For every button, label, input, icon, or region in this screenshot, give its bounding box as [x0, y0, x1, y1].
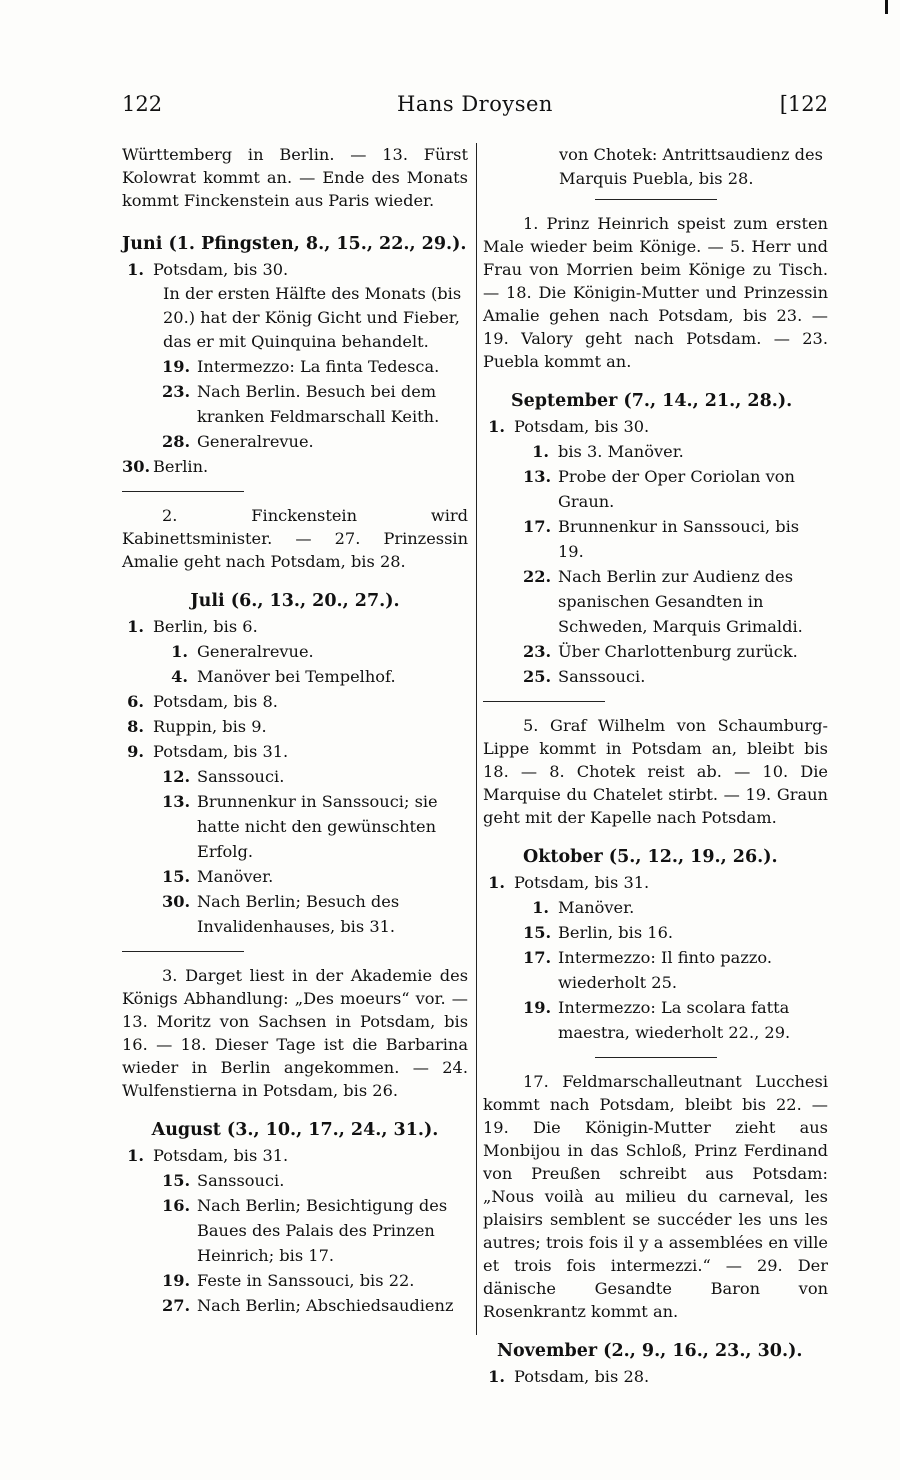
entry: 19. Feste in Sanssouci, bis 22.	[162, 1271, 415, 1290]
entry: 19. Intermezzo: La finta Tedesca.	[162, 357, 440, 376]
page-header	[122, 92, 828, 126]
entry: 1. Potsdam, bis 30.	[488, 417, 650, 436]
entry: 6. Potsdam, bis 8.	[127, 692, 278, 711]
entry: 9. Potsdam, bis 31.	[127, 742, 289, 761]
entry: 1. Potsdam, bis 31.	[127, 1146, 289, 1165]
page-edge-mark	[885, 0, 888, 14]
entry: 4. Manöver bei Tempelhof.	[171, 667, 396, 686]
entry: 13. Probe der Oper Coriolan von Graun.	[523, 467, 795, 511]
entry-note: In der ersten Hälfte des Monats (bis 20.) hat der König Gicht und Fieber, das er mit Quinquina behandelt.	[163, 284, 462, 351]
entry: 12. Sanssouci.	[162, 767, 285, 786]
entry: 27. Nach Berlin; Abschiedsaudienz	[162, 1296, 454, 1315]
entry: 28. Generalrevue.	[162, 432, 314, 451]
entry: 1. Potsdam, bis 28.	[488, 1367, 650, 1386]
notes-paragraph: 1. Prinz Heinrich speist zum ersten Male wieder beim Könige. — 5. Herr und Frau von Morrien beim Könige zu Tisch. — 18. Die Königin-Mutter und Prinzessin Amalie gehen nach Potsdam, bis 23. — 19. Valory geht nach Potsdam. — 23. Puebla kommt an.	[483, 214, 828, 371]
entry: 15. Manöver.	[162, 867, 274, 886]
month-heading-november: November (2., 9., 16., 23., 30.).	[497, 1341, 803, 1361]
entry: 23. Nach Berlin. Besuch bei dem kranken Feldmarschall Keith.	[162, 382, 440, 426]
entry: 16. Nach Berlin; Besichtigung des Baues des Palais des Prinzen Heinrich; bis 17.	[162, 1196, 448, 1265]
entry: 15. Sanssouci.	[162, 1171, 285, 1190]
continued-entry: von Chotek: Antrittsaudienz des Marquis Puebla, bis 28.	[559, 145, 823, 188]
page-number-right: [122	[779, 92, 828, 116]
continued-paragraph: Württemberg in Berlin. — 13. Fürst Kolowrat kommt an. — Ende des Monats kommt Finckenstein aus Paris wieder.	[122, 145, 468, 210]
entry: 1. Generalrevue.	[171, 642, 314, 661]
entry: 19. Intermezzo: La scolara fatta maestra, wiederholt 22., 29.	[523, 998, 791, 1042]
column-divider	[476, 143, 477, 1335]
month-heading-oktober: Oktober (5., 12., 19., 26.).	[523, 847, 778, 867]
entry: 23. Über Charlottenburg zurück.	[523, 642, 798, 661]
entry: 30. Berlin.	[122, 457, 209, 476]
entry: 15. Berlin, bis 16.	[523, 923, 674, 942]
right-column	[483, 143, 828, 1389]
notes-paragraph: 2. Finckenstein wird Kabinettsminister. — 27. Prinzessin Amalie geht nach Potsdam, bis 28.	[122, 506, 468, 571]
entry: 22. Nach Berlin zur Audienz des spanischen Gesandten in Schweden, Marquis Grimaldi.	[523, 567, 803, 636]
notes-paragraph: 5. Graf Wilhelm von Schaumburg-Lippe kommt in Potsdam an, bleibt bis 18. — 8. Chotek reist ab. — 10. Die Marquise du Chatelet stirbt. — 19. Graun geht mit der Kapelle nach Potsdam.	[483, 716, 828, 827]
entry: 1. Manöver.	[532, 898, 635, 917]
notes-paragraph: 3. Darget liest in der Akademie des Königs Abhandlung: „Des moeurs“ vor. — 13. Moritz von Sachsen in Potsdam, bis 16. — 18. Dieser Tage ist die Barbarina wieder in Berlin angekommen. — 24. Wulfenstierna in Potsdam, bis 26.	[122, 966, 468, 1100]
entry: 1. Berlin, bis 6.	[127, 617, 258, 636]
month-heading-august: August (3., 10., 17., 24., 31.).	[151, 1120, 439, 1140]
entry: 1. Potsdam, bis 30.	[127, 260, 289, 279]
running-head: Hans Droysen	[397, 92, 553, 116]
month-heading-juli: Juli (6., 13., 20., 27.).	[190, 591, 400, 611]
entry: 17. Brunnenkur in Sanssouci, bis 19.	[523, 517, 800, 561]
entry: 30. Nach Berlin; Besuch des Invalidenhauses, bis 31.	[162, 892, 400, 936]
entry: 1. bis 3. Manöver.	[532, 442, 684, 461]
entry: 8. Ruppin, bis 9.	[127, 717, 267, 736]
entry: 1. Potsdam, bis 31.	[488, 873, 650, 892]
month-heading-september: September (7., 14., 21., 28.).	[511, 391, 793, 411]
entry: 17. Intermezzo: Il finto pazzo. wiederholt 25.	[523, 948, 772, 992]
left-column	[122, 143, 468, 1318]
notes-paragraph: 17. Feldmarschalleutnant Lucchesi kommt nach Potsdam, bleibt bis 22. — 19. Die Königin-Mutter zieht aus Monbijou in das Schloß, Prinz Ferdinand von Preußen schreibt aus Potsdam: „Nous voilà au milieu du carneval, les plaisirs semblent se succéder les uns les autres; trois fois il y a assemblées en ville et trois fois intermezzi.“ — 29. Der dänische Gesandte Baron von Rosenkrantz kommt an.	[483, 1072, 828, 1321]
month-heading-juni: Juni (1. Pfingsten, 8., 15., 22., 29.).	[122, 234, 467, 254]
entry: 13. Brunnenkur in Sanssouci; sie hatte nicht den gewünschten Erfolg.	[162, 792, 438, 861]
page-number-left: 122	[122, 92, 163, 116]
entry: 25. Sanssouci.	[523, 667, 646, 686]
